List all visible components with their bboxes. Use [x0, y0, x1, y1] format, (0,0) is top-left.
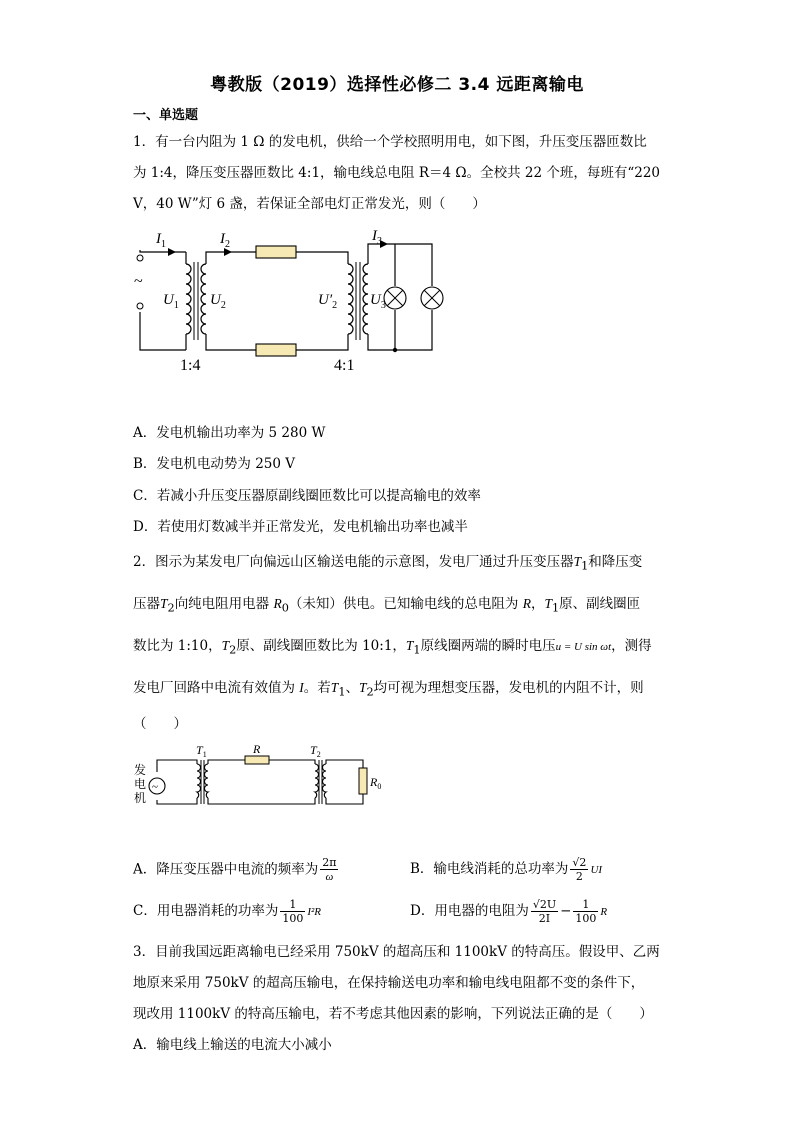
- q1-line-1: 1．有一台内阻为 1 Ω 的发电机，供给一个学校照明用电，如下图，升压变压器匝数比: [133, 134, 647, 150]
- svg-text:I2: $I_2$: [220, 231, 230, 250]
- source-symbol: ~: [134, 273, 143, 290]
- svg-text:机: 机: [134, 791, 147, 805]
- q2-option-a: A．降压变压器中电流的频率为 $\frac{2\pi}{\omega}$: [133, 856, 337, 883]
- q3-line-1: 3．目前我国远距离输电已经采用 750kV 的超高压和 1100kV 的特高压。假设甲、乙两: [133, 944, 660, 960]
- svg-text:I1: $I_1$: [156, 231, 166, 250]
- q2-option-d: D．用电器的电阻为 $\frac{√2U}{2I}$ − $\frac{1}{100}$ R: [410, 898, 608, 925]
- q2-line-2: 压器$T_2$向纯电阻用电器 $R_0$（未知）供电。已知输电线的总电阻为 R，$T_1$原、副线圈匝: [133, 596, 641, 615]
- svg-text:R: R: [253, 742, 261, 756]
- ratio-step-up: 1:4: [180, 357, 201, 374]
- svg-text:发: 发: [134, 763, 147, 777]
- q3-option-a: A．输电线上输送的电流大小减小: [133, 1037, 332, 1053]
- svg-text:U′2: $U'_2$: [318, 292, 338, 311]
- svg-text:~: ~: [152, 781, 158, 793]
- q3-line-3: 现改用 1100kV 的特高压输电，若不考虑其他因素的影响，下列说法正确的是（ ）: [133, 1006, 653, 1022]
- q3-line-2: 地原来采用 750kV 的超高压输电，在保持输送电功率和输电线电阻都不变的条件下，: [133, 975, 645, 991]
- q1-option-a: A．发电机输出功率为 5 280 W: [133, 425, 326, 441]
- q2-line-1: 2．图示为某发电厂向偏远山区输送电能的示意图，发电厂通过升压变压器$T_1$和降压变: [133, 554, 643, 573]
- svg-text:U3: $U_3$: [370, 292, 386, 311]
- q1-circuit-diagram: [128, 224, 458, 374]
- svg-text:U1: $U_1$: [163, 292, 179, 311]
- q2-option-b: B．输电线消耗的总功率为 $\frac{√2}{2}$ UI: [410, 856, 603, 883]
- q2-line-5: （ ）: [133, 716, 187, 732]
- svg-text:I3: $I_3$: [372, 228, 382, 247]
- svg-text:T1: $T_1$: [196, 743, 207, 759]
- q2-line-3: 数比为 1:10，$T_2$原、副线圈匝数比为 10:1，$T_1$原线圈两端的瞬时电压u = U sin ωt，测得: [133, 638, 652, 657]
- q2-line-4: 发电厂回路中电流有效值为 I。若$T_1$、$T_2$均可视为理想变压器，发电机的内阻不计，则: [133, 680, 644, 699]
- svg-text:R0: $R_0$: [370, 775, 382, 791]
- q1-option-d: D．若使用灯数减半并正常发光，发电机输出功率也减半: [133, 519, 468, 535]
- ratio-step-down: 4:1: [334, 357, 355, 374]
- q1-option-b: B．发电机电动势为 250 V: [133, 456, 296, 472]
- page-title: 粤教版（2019）选择性必修二 3.4 远距离输电: [210, 75, 584, 95]
- svg-text:U2: $U_2$: [210, 292, 226, 311]
- q1-line-2: 为 1:4，降压变压器匝数比 4:1，输电线总电阻 R＝4 Ω。全校共 22 个班，每班有“220: [133, 165, 660, 181]
- q1-option-c: C．若减小升压变压器原副线圈匝数比可以提高输电的效率: [133, 488, 481, 504]
- svg-text:T2: $T_2$: [310, 743, 321, 759]
- q1-line-3: V，40 W”灯 6 盏，若保证全部电灯正常发光，则（ ）: [133, 196, 486, 212]
- q2-option-c: C．用电器消耗的功率为 $\frac{1}{100}$ I²R: [133, 898, 322, 925]
- section-heading: 一、单选题: [133, 108, 199, 123]
- svg-text:电: 电: [134, 777, 147, 791]
- q2-circuit-diagram: [130, 742, 390, 814]
